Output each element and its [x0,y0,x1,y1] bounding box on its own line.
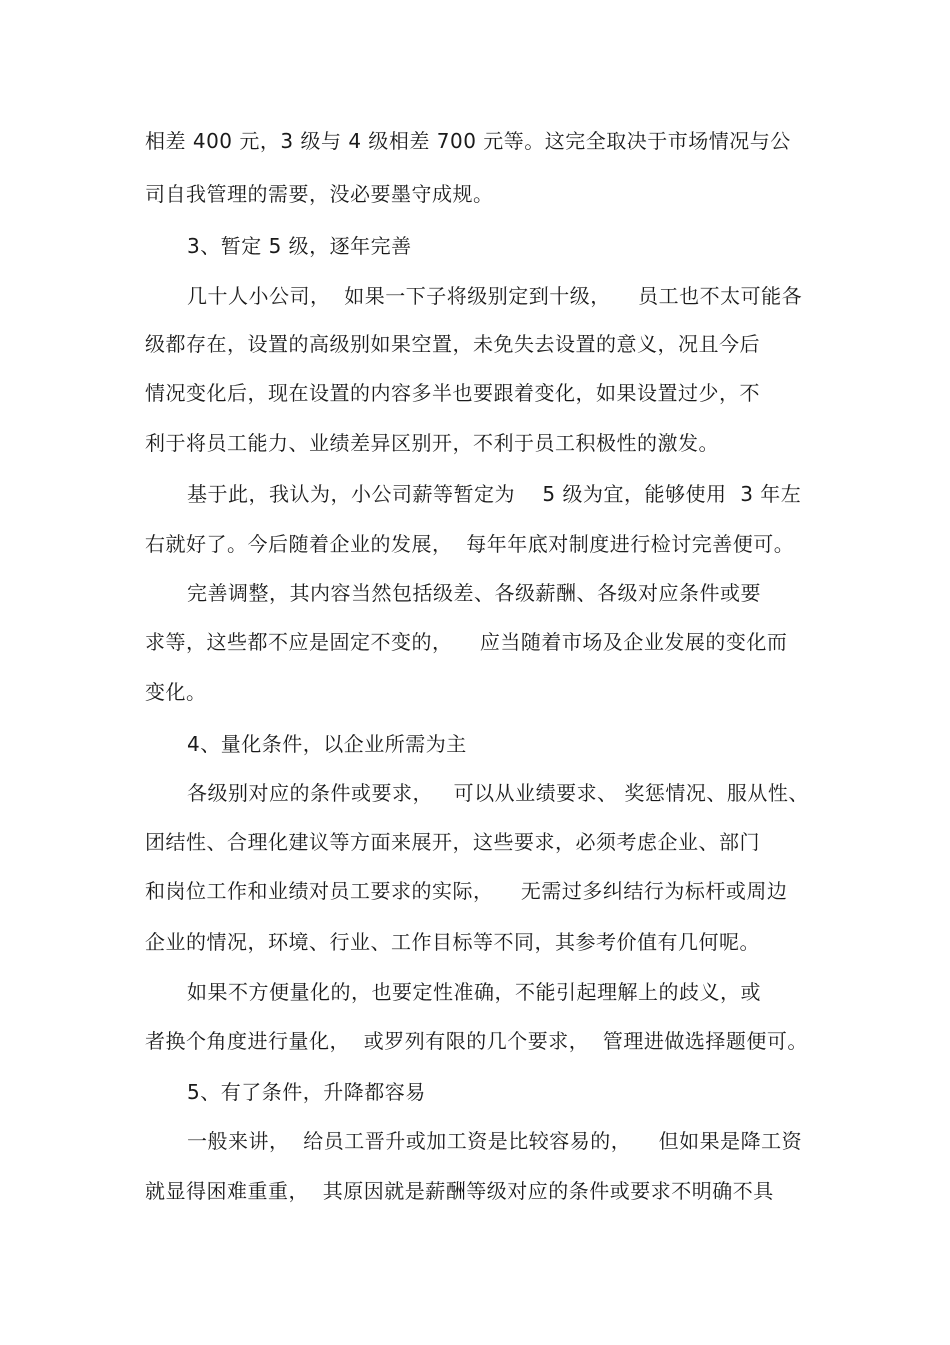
body-text-line: 团结性、合理化建议等方面来展开，这些要求，必须考虑企业、部门 [145,830,760,854]
section-heading-4: 4、量化条件，以企业所需为主 [187,732,467,756]
paragraph-start: 基于此，我认为，小公司薪等暂定为 5 级为宜，能够使用 3 年左 [187,482,802,506]
body-text-line: 求等，这些都不应是固定不变的， 应当随着市场及企业发展的变化而 [145,630,788,654]
body-text-line: 右就好了。今后随着企业的发展， 每年年底对制度进行检讨完善便可。 [145,532,795,556]
body-text-line: 变化。 [145,680,207,704]
body-text-line: 企业的情况，环境、行业、工作目标等不同，其参考价值有几何呢。 [145,930,760,954]
section-heading-3: 3、暂定 5 级，逐年完善 [187,234,412,258]
body-text-line: 情况变化后，现在设置的内容多半也要跟着变化，如果设置过少，不 [145,381,760,405]
paragraph-start: 几十人小公司， 如果一下子将级别定到十级， 员工也不太可能各 [187,284,803,308]
paragraph-start: 各级别对应的条件或要求， 可以从业绩要求、 奖惩情况、服从性、 [187,781,809,805]
section-heading-5: 5、有了条件，升降都容易 [187,1080,426,1104]
body-text-line: 者换个角度进行量化， 或罗列有限的几个要求， 管理进做选择题便可。 [145,1029,808,1053]
body-text-line: 级都存在，设置的高级别如果空置，未免失去设置的意义，况且今后 [145,332,760,356]
body-text-line: 和岗位工作和业绩对员工要求的实际， 无需过多纠结行为标杆或周边 [145,879,788,903]
body-text-line: 利于将员工能力、业绩差异区别开，不利于员工积极性的激发。 [145,431,719,455]
body-text-line: 司自我管理的需要，没必要墨守成规。 [145,182,494,206]
paragraph-start: 一般来讲， 给员工晋升或加工资是比较容易的， 但如果是降工资 [187,1129,803,1153]
body-text-line: 就显得困难重重， 其原因就是薪酬等级对应的条件或要求不明确不具 [145,1179,774,1203]
body-text-line: 相差 400 元，3 级与 4 级相差 700 元等。这完全取决于市场情况与公 [145,129,791,153]
paragraph-start: 完善调整，其内容当然包括级差、各级薪酬、各级对应条件或要 [187,581,761,605]
paragraph-start: 如果不方便量化的，也要定性准确，不能引起理解上的歧义，或 [187,980,761,1004]
